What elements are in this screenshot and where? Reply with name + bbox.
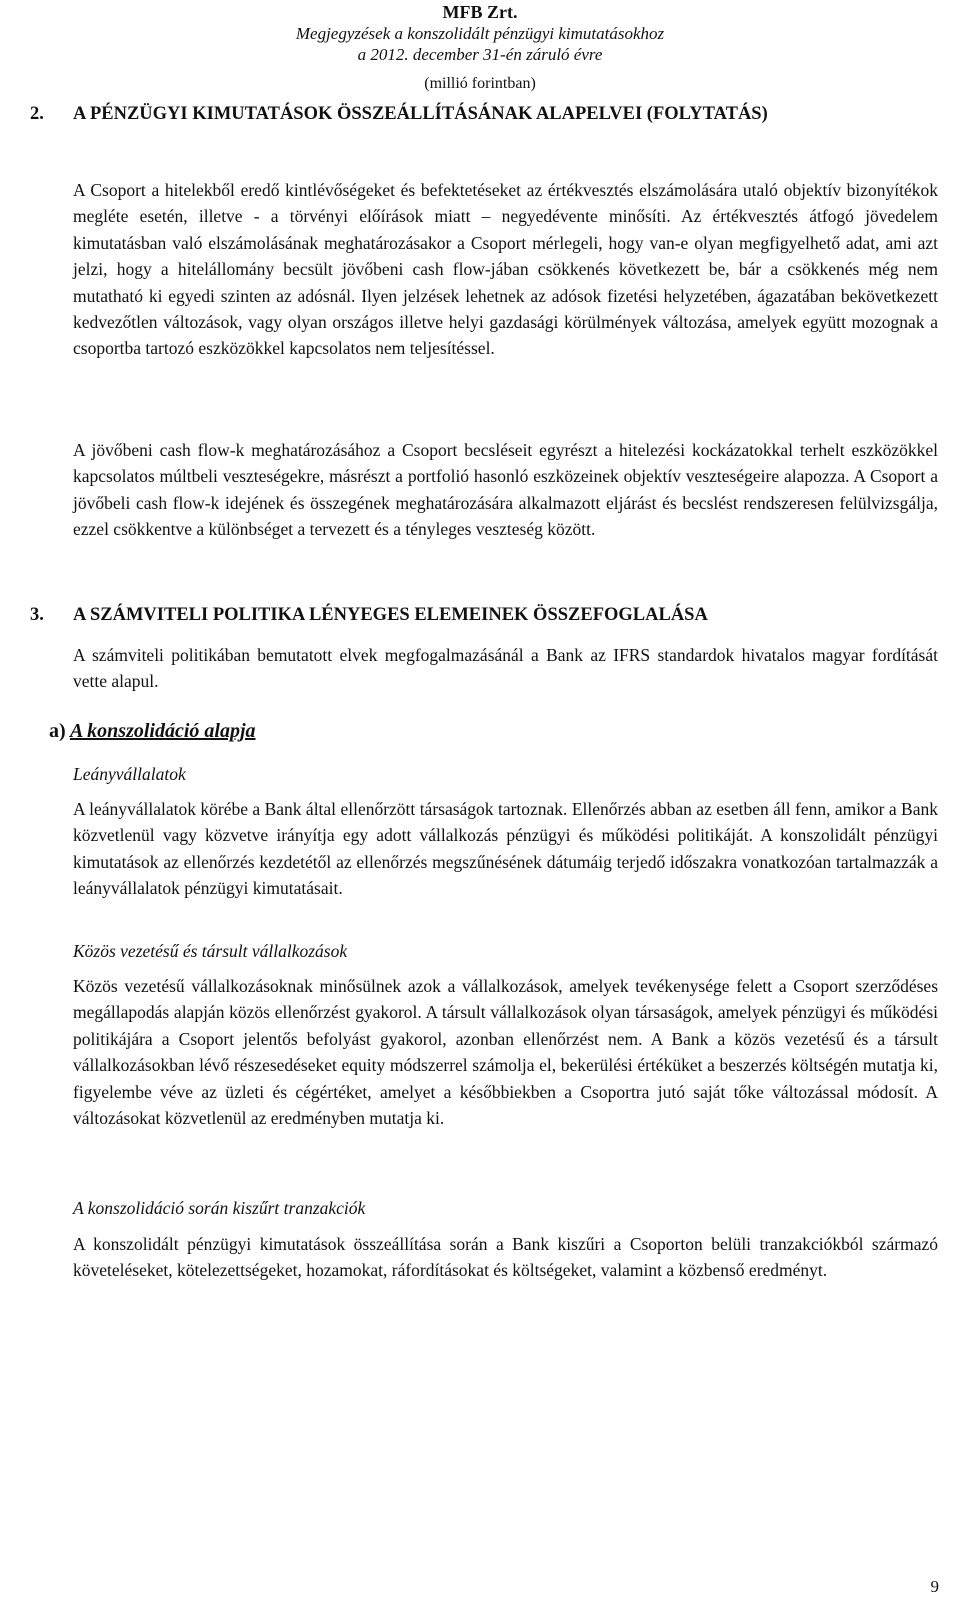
document-subtitle: Megjegyzések a konszolidált pénzügyi kimutatásokhoz <box>295 24 665 43</box>
subsection-eliminated-transactions-block <box>73 1231 938 1284</box>
section-3-intro: A számviteli politikában bemutatott elvek megfogalmazásánál a Bank az IFRS standardok hivatalos magyar fordítását vette alapul. <box>73 645 938 692</box>
section-2-paragraph-2: A jövőbeni cash flow-k meghatározásához a Csoport becsléseit egyrészt a hitelezési kockázatokkal terhelt eszközökkel kapcsolatos múltbeli veszteségekre, másrészt a portfolió hasonló eszközeinek objektív veszteségeire alapozza. A Csoport a jövőbeli cash flow-k idejének és összegének meghatározására alkalmazott eljárást és becslést rendszeresen felülvizsgálja, ezzel csökkentve a különbséget a tervezett és a tényleges veszteség között. <box>73 440 938 540</box>
section-2-number: 2. <box>30 104 44 124</box>
page-header <box>0 2 960 94</box>
item-a-heading <box>49 718 256 744</box>
subsection-joint-ventures-heading: Közös vezetésű és társult vállalkozások <box>73 941 348 961</box>
subsection-subsidiaries-text: A leányvállalatok körébe a Bank által ellenőrzött társaságok tartoznak. Ellenőrzés abban az esetben áll fenn, amikor a Bank közvetlenül vagy közvetve irányítja egy adott vállalkozás pénzügyi és működési politikáját. A konszolidált pénzügyi kimutatások az ellenőrzés kezdetétől az ellenőrzés megszűnésének dátumáig terjedő időszakra vonatkozóan tartalmazzák a leányvállalatok pénzügyi kimutatásait. <box>73 799 938 899</box>
section-3-number: 3. <box>30 605 44 625</box>
subsection-eliminated-transactions-text: A konszolidált pénzügyi kimutatások összeállítása során a Bank kiszűri a Csoporton belüli tranzakciókból származó követeléseket, kötelezettségeket, hozamokat, ráfordításokat és költségeket, valamint a közbenső eredményt. <box>73 1234 938 1281</box>
subsection-subsidiaries-heading: Leányvállalatok <box>73 764 186 784</box>
section-3-intro-block <box>73 642 938 695</box>
reporting-period: a 2012. december 31-én záruló évre <box>357 45 603 64</box>
subsection-joint-ventures-text: Közös vezetésű vállalkozásoknak minősülnek azok a vállalkozások, amelyek tevékenysége felett a Csoport szerződéses megállapodás alapján közös ellenőrzést gyakorol. A társult vállalkozások olyan társaságok, amelyek pénzügyi és működési politikájára a Csoport jelentős befolyást gyakorol, azonban ellenőrzést nem. A Bank a közös vezetésű és a társult vállalkozásokban lévő részesedéseket equity módszerrel számolja el, bekerülési értéküket a beszerzés költségén mutatja ki, figyelembe véve az üzleti és cégértéket, amelyet a későbbiekben a Csoportra jutó saját tőke változással módosít. A változásokat közvetlenül az eredményben mutatja ki. <box>73 976 938 1129</box>
section-2-title: A PÉNZÜGYI KIMUTATÁSOK ÖSSZEÁLLÍTÁSÁNAK ALAPELVEI (FOLYTATÁS) <box>73 104 768 124</box>
subsection-joint-ventures-block <box>73 973 938 1131</box>
company-name: MFB Zrt. <box>442 2 518 22</box>
page-number: 9 <box>930 1577 939 1596</box>
section-2-paragraph-2-block <box>73 437 938 543</box>
section-3-title: A SZÁMVITELI POLITIKA LÉNYEGES ELEMEINEK ÖSSZEFOGLALÁSA <box>73 605 708 625</box>
item-a-letter: a) <box>49 720 66 742</box>
item-a-title: A konszolidáció alapja <box>69 720 256 742</box>
section-2-paragraph-1-block <box>73 177 938 362</box>
currency-unit: (millió forintban) <box>424 75 536 92</box>
section-2-paragraph-1: A Csoport a hitelekből eredő kintlévőségeket és befektetéseket az értékvesztés elszámolására utaló objektív bizonyítékok megléte esetén, illetve - a törvényi előírások miatt – negyedévente minősíti. Az értékvesztés átfogó jövedelem kimutatásban való elszámolásának meghatározásakor a Csoport mérlegeli, hogy van-e olyan megfigyelhető adat, ami azt jelzi, hogy a hitelállomány becsült jövőbeni cash flow-jában csökkenés következett be, bár a csökkenés még nem mutatható ki egyedi szinten az adósnál. Ilyen jelzések lehetnek az adósok fizetési helyzetében, ágazatában bekövetkezett kedvezőtlen változások, vagy olyan országos illetve helyi gazdasági körülmények változása, amelyek együtt mozognak a csoportba tartozó eszközökkel kapcsolatos nem teljesítéssel. <box>73 180 938 359</box>
subsection-eliminated-transactions-heading: A konszolidáció során kiszűrt tranzakciók <box>73 1198 366 1218</box>
subsection-subsidiaries-block <box>73 796 938 902</box>
